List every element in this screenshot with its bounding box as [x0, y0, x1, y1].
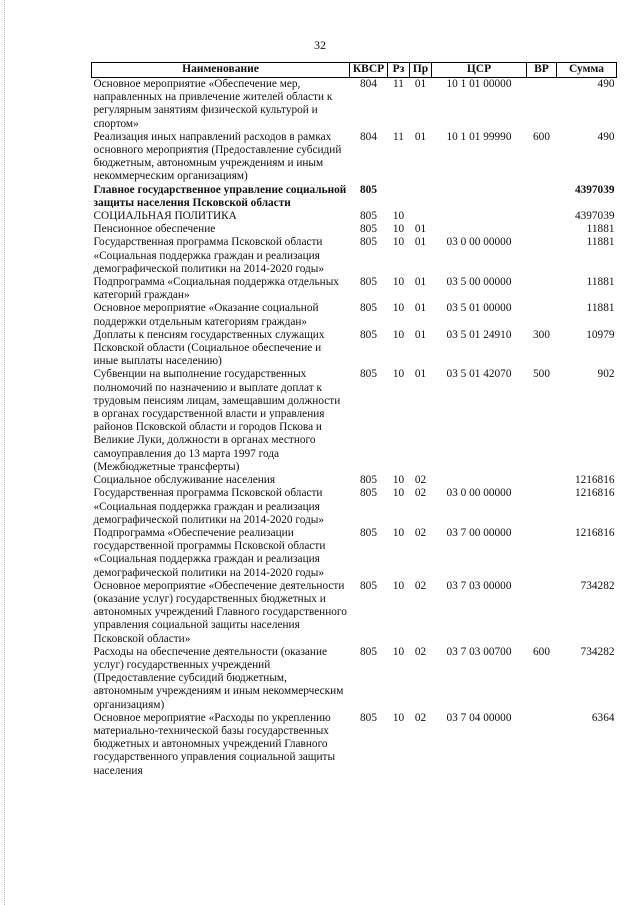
cell-name: Основное мероприятие «Оказание социальной поддержки отдельным категориям граждан»	[93, 302, 319, 328]
cell-kvsr: 805	[360, 711, 377, 724]
cell-kvsr: 805	[360, 210, 377, 223]
table-row	[92, 223, 617, 236]
cell-csr: 03 5 01 42070	[446, 368, 512, 381]
cell-vr: 600	[533, 645, 550, 658]
cell-sum: 11881	[586, 276, 615, 289]
cell-vr	[527, 184, 557, 210]
cell-vr	[527, 580, 557, 646]
cell-vr	[527, 276, 557, 302]
cell-pr: 01	[414, 130, 427, 143]
cell-csr	[432, 474, 527, 487]
cell-pr: 02	[414, 526, 427, 539]
cell-vr	[527, 223, 557, 236]
cell-pr: 01	[414, 223, 427, 236]
cell-rz: 10	[392, 236, 405, 249]
cell-rz: 10	[392, 328, 405, 341]
cell-kvsr: 805	[360, 276, 377, 289]
cell-kvsr: 804	[360, 130, 377, 143]
cell-sum: 11881	[586, 236, 615, 249]
cell-pr	[410, 184, 432, 210]
cell-rz: 10	[392, 526, 405, 539]
cell-name: Расходы на обеспечение деятельности (оказание услуг) государственных учреждений (Предоставление субсидий бюджетным, автономным учреждениям и иным некоммерческим организациям)	[93, 645, 344, 711]
budget-table	[91, 62, 617, 778]
cell-pr: 01	[414, 368, 427, 381]
cell-name: Субвенции на выполнение государственных полномочий по назначению и выплате доплат к трудовым пенсиям лицам, замещавшим должности в органах государственной власти и управления районов Псковской области и городов Пскова и Великие Луки, должности в органах местного самоуправления до 13 марта 1997 года (Межбюджетные трансферты)	[93, 368, 341, 473]
cell-vr	[527, 210, 557, 223]
cell-kvsr: 805	[360, 579, 377, 592]
cell-pr: 02	[414, 474, 427, 487]
cell-csr	[432, 184, 527, 210]
header-csr: ЦСР	[432, 63, 527, 78]
cell-pr: 01	[414, 236, 427, 249]
table-row	[92, 78, 617, 131]
table-row	[92, 329, 617, 369]
table-header-row	[92, 63, 617, 78]
cell-name: Реализация иных направлений расходов в рамках основного мероприятия (Предоставление субсидий бюджетным, автономным учреждениям и иным некоммерческим организациям)	[93, 130, 342, 183]
cell-csr: 03 7 00 00000	[446, 526, 512, 539]
cell-name: Основное мероприятие «Обеспечение деятельности (оказание услуг) государственных бюджетных и автономных учреждений Главного государственного управления социальной защиты населения Псковской области»	[93, 579, 347, 645]
cell-pr: 02	[414, 645, 427, 658]
cell-rz: 11	[393, 78, 404, 90]
cell-kvsr: 805	[360, 645, 377, 658]
cell-csr: 03 7 03 00000	[446, 579, 512, 592]
cell-name: Основное мероприятие «Расходы по укреплению материально-технической базы государственных бюджетных и автономных учреждений Главного государственного управления социальной защиты населения	[93, 711, 336, 777]
cell-sum: 11881	[586, 223, 615, 236]
cell-csr: 03 0 00 00000	[446, 236, 512, 249]
table-body	[92, 78, 617, 778]
cell-sum: 10979	[586, 328, 615, 341]
cell-kvsr: 805	[360, 487, 377, 500]
cell-csr: 10 1 01 99990	[446, 130, 512, 143]
cell-vr: 500	[533, 368, 550, 381]
cell-csr: 03 5 01 00000	[446, 302, 512, 315]
cell-rz: 10	[392, 368, 405, 381]
cell-name: СОЦИАЛЬНАЯ ПОЛИТИКА	[93, 210, 237, 223]
cell-rz	[388, 184, 410, 210]
table-row	[92, 580, 617, 646]
cell-kvsr: 804	[360, 78, 377, 90]
cell-rz: 10	[392, 474, 405, 487]
cell-pr: 02	[414, 579, 427, 592]
cell-sum: 1216816	[574, 487, 615, 500]
table-row	[92, 646, 617, 712]
cell-rz: 10	[392, 645, 405, 658]
header-name: Наименование	[92, 63, 350, 78]
cell-kvsr: 805	[360, 368, 377, 381]
cell-csr	[432, 210, 527, 223]
cell-name: Пенсионное обеспечение	[93, 223, 216, 236]
cell-csr: 03 5 00 00000	[446, 276, 512, 289]
scan-edge	[4, 0, 5, 905]
cell-sum: 11881	[586, 302, 615, 315]
cell-sum: 734282	[580, 645, 615, 658]
page-number: 32	[314, 38, 326, 52]
cell-pr: 01	[414, 302, 427, 315]
cell-csr: 03 7 03 00700	[446, 645, 512, 658]
cell-vr	[527, 527, 557, 580]
cell-sum: 4397039	[574, 210, 615, 223]
cell-csr: 03 0 00 00000	[446, 487, 512, 500]
table-row	[92, 712, 617, 778]
cell-rz: 10	[392, 302, 405, 315]
table-row	[92, 184, 617, 210]
cell-csr: 10 1 01 00000	[446, 78, 512, 90]
cell-pr: 01	[414, 78, 427, 90]
cell-sum: 734282	[580, 579, 615, 592]
cell-kvsr: 805	[360, 236, 377, 249]
cell-vr: 600	[533, 130, 550, 143]
cell-vr	[527, 302, 557, 328]
cell-vr	[527, 78, 557, 131]
table-row	[92, 368, 617, 474]
cell-name: Подпрограмма «Обеспечение реализации государственной программы Псковской области «Социальная поддержка граждан и реализация демографической политики на 2014-2020 годы»	[93, 526, 326, 579]
cell-sum: 490	[597, 78, 615, 90]
cell-name: Государственная программа Псковской области «Социальная поддержка граждан и реализация демографической политики на 2014-2020 годы»	[93, 487, 325, 526]
cell-vr	[527, 236, 557, 276]
table-row	[92, 236, 617, 276]
cell-kvsr: 805	[360, 328, 377, 341]
header-kvsr: КВСР	[350, 63, 388, 78]
cell-csr	[432, 223, 527, 236]
cell-pr: 02	[414, 711, 427, 724]
cell-sum: 902	[597, 368, 615, 381]
cell-sum: 1216816	[574, 526, 615, 539]
cell-name: Основное мероприятие «Обеспечение мер, направленных на привлечение жителей области к регулярным занятиям физической культурой и спортом»	[93, 78, 333, 130]
cell-vr	[527, 487, 557, 527]
cell-rz: 10	[392, 276, 405, 289]
cell-kvsr: 805	[360, 526, 377, 539]
cell-pr: 01	[414, 276, 427, 289]
cell-vr: 300	[533, 328, 550, 341]
cell-kvsr: 805	[360, 302, 377, 315]
table-row	[92, 210, 617, 223]
cell-vr	[527, 474, 557, 487]
table-row	[92, 487, 617, 527]
table-row	[92, 302, 617, 328]
cell-rz: 10	[392, 487, 405, 500]
cell-sum: 1216816	[574, 474, 615, 487]
table-row	[92, 527, 617, 580]
table-row	[92, 131, 617, 184]
cell-pr	[410, 210, 432, 223]
cell-name: Главное государственное управление социальной защиты населения Псковской области	[93, 183, 347, 209]
header-sum: Сумма	[557, 63, 617, 78]
table-row	[92, 276, 617, 302]
cell-kvsr: 805	[360, 183, 377, 196]
cell-pr: 01	[414, 328, 427, 341]
cell-kvsr: 805	[360, 223, 377, 236]
cell-name: Государственная программа Псковской области «Социальная поддержка граждан и реализация демографической политики на 2014-2020 годы»	[93, 236, 325, 275]
cell-name: Доплаты к пенсиям государственных служащих Псковской области (Социальное обеспечение и иные выплаты населению)	[93, 328, 325, 368]
cell-name: Социальное обслуживание населения	[93, 474, 276, 487]
cell-rz: 10	[392, 579, 405, 592]
header-pr: Пр	[410, 63, 432, 78]
cell-kvsr: 805	[360, 474, 377, 487]
cell-vr	[527, 712, 557, 778]
cell-rz: 10	[392, 711, 405, 724]
header-vr: ВР	[527, 63, 557, 78]
cell-sum: 4397039	[574, 183, 615, 196]
cell-pr: 02	[414, 487, 427, 500]
cell-sum: 6364	[591, 711, 615, 724]
cell-csr: 03 5 01 24910	[446, 328, 512, 341]
cell-rz: 10	[392, 210, 405, 223]
table-row	[92, 474, 617, 487]
cell-sum: 490	[597, 130, 615, 143]
cell-csr: 03 7 04 00000	[446, 711, 512, 724]
cell-rz: 10	[392, 223, 405, 236]
header-rz: Рз	[388, 63, 410, 78]
cell-rz: 11	[393, 130, 404, 143]
cell-name: Подпрограмма «Социальная поддержка отдельных категорий граждан»	[93, 276, 339, 302]
